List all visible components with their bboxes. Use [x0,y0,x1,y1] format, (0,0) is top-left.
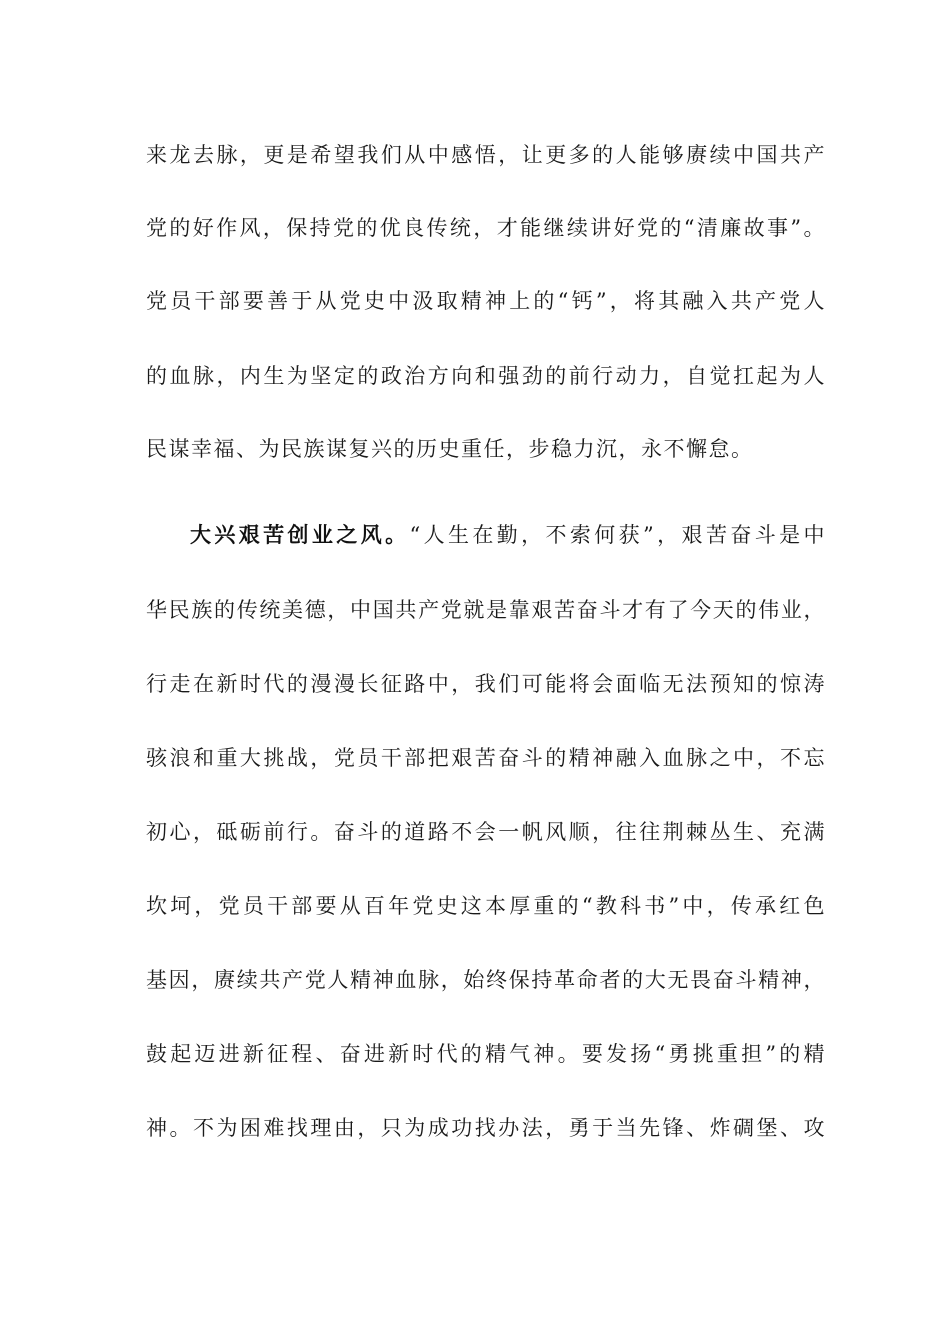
paragraph2-line-6: 坎坷，党员干部要从百年党史这本厚重的“教科书”中，传承红色 [146,894,826,918]
paragraph1-line-1: 来龙去脉，更是希望我们从中感悟，让更多的人能够赓续中国共产 [146,143,826,167]
paragraph1-line-4: 的血脉，内生为坚定的政治方向和强劲的前行动力，自觉扛起为人 [146,364,826,388]
paragraph2-line-4: 骇浪和重大挑战，党员干部把艰苦奋斗的精神融入血脉之中，不忘 [146,746,826,770]
paragraph1-line-2: 党的好作风，保持党的优良传统，才能继续讲好党的“清廉故事”。 [146,216,826,240]
paragraph2-line-9: 神。不为困难找理由，只为成功找办法，勇于当先锋、炸碉堡、攻 [146,1116,826,1140]
section-heading: 大兴艰苦创业之风。 [190,522,410,547]
paragraph2-line-7: 基因，赓续共产党人精神血脉，始终保持革命者的大无畏奋斗精神， [146,968,826,992]
paragraph2-line-2: 华民族的传统美德，中国共产党就是靠艰苦奋斗才有了今天的伟业， [146,598,826,622]
paragraph2-line-1 [190,515,826,555]
paragraph1-line-3: 党员干部要善于从党史中汲取精神上的“钙”，将其融入共产党人 [146,289,826,313]
paragraph2-line-5: 初心，砥砺前行。奋斗的道路不会一帆风顺，往往荆棘丛生、充满 [146,820,826,844]
paragraph2-line-8: 鼓起迈进新征程、奋进新时代的精气神。要发扬“勇挑重担”的精 [146,1042,826,1066]
paragraph2-line-1-text: “人生在勤，不索何获”，艰苦奋斗是中 [409,523,826,547]
paragraph1-line-5: 民谋幸福、为民族谋复兴的历史重任，步稳力沉，永不懈怠。 [146,437,754,461]
paragraph2-line-3: 行走在新时代的漫漫长征路中，我们可能将会面临无法预知的惊涛 [146,672,826,696]
